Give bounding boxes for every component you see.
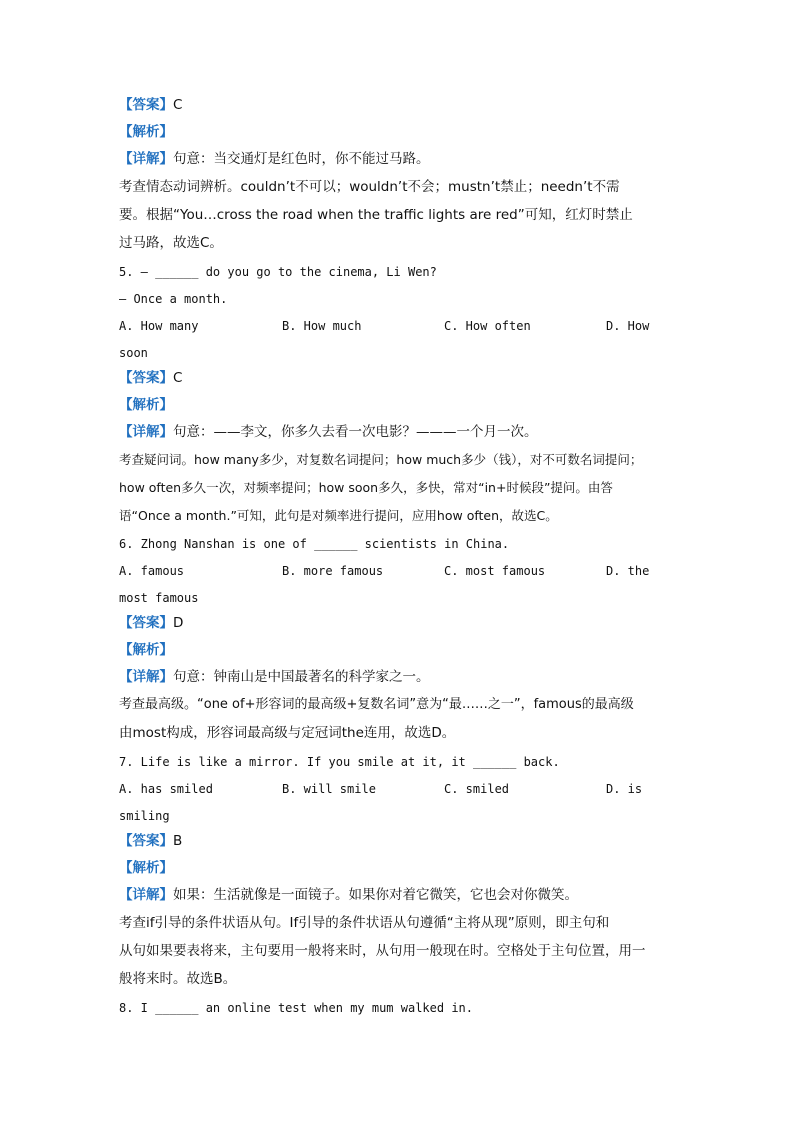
q5-option-c: C. How often bbox=[444, 319, 531, 333]
q5-analysis-line bbox=[119, 396, 173, 414]
q7-explanation-2: 从句如果要表将来，主句要用一般将来时，从句用一般现在时。空格处于主句位置，用一 bbox=[119, 943, 646, 959]
answer-value: C bbox=[173, 97, 183, 113]
answer-tag: 【答案】 bbox=[119, 615, 173, 631]
q6-option-d: D. the bbox=[606, 564, 650, 578]
q5-explanation-3: 语“Once a month.”可知，此句是对频率进行提问，应用how often，故选C。 bbox=[119, 508, 558, 523]
q6-explanation-1: 考查最高级。“one of+形容词的最高级+复数名词”意为“最……之一”，famous的最高级 bbox=[119, 697, 634, 712]
q6-option-c: C. most famous bbox=[444, 564, 546, 578]
q7-option-b: B. will smile bbox=[282, 782, 376, 796]
q7-detail-line bbox=[119, 886, 578, 904]
q4-answer-line bbox=[119, 96, 182, 114]
answer-value: D bbox=[173, 615, 184, 631]
detail-tag: 【详解】 bbox=[119, 887, 173, 903]
q7-answer-line bbox=[119, 832, 182, 850]
q5-stem-2: — Once a month. bbox=[119, 292, 228, 306]
q5-stem-1: 5. — ______ do you go to the cinema, Li Wen? bbox=[119, 265, 437, 279]
q4-explanation-2: 要。根据“You…cross the road when the traffic lights are red”可知，红灯时禁止 bbox=[119, 207, 633, 223]
q5-explanation-1: 考查疑问词。how many多少，对复数名词提问；how much多少（钱），对不可数名词提问； bbox=[119, 452, 643, 467]
q7-option-d-wrap: smiling bbox=[119, 809, 170, 823]
detail-text: 句意：当交通灯是红色时，你不能过马路。 bbox=[173, 151, 430, 167]
analysis-tag: 【解析】 bbox=[119, 642, 173, 658]
answer-tag: 【答案】 bbox=[119, 370, 173, 386]
q7-explanation-3: 般将来时。故选B。 bbox=[119, 971, 237, 987]
q7-explanation-1: 考查if引导的条件状语从句。If引导的条件状语从句遵循“主将从现”原则，即主句和 bbox=[119, 915, 610, 931]
answer-tag: 【答案】 bbox=[119, 97, 173, 113]
q5-explanation-2: how often多久一次，对频率提问；how soon多久，多快，常对“in+时候段”提问。由答 bbox=[119, 480, 613, 495]
answer-value: C bbox=[173, 370, 183, 386]
q5-option-b: B. How much bbox=[282, 319, 362, 333]
detail-text: 如果：生活就像是一面镜子。如果你对着它微笑，它也会对你微笑。 bbox=[173, 887, 578, 903]
q8-stem-1: 8. I ______ an online test when my mum walked in. bbox=[119, 1001, 474, 1015]
q5-detail-line bbox=[119, 423, 538, 441]
detail-tag: 【详解】 bbox=[119, 424, 173, 440]
detail-tag: 【详解】 bbox=[119, 669, 173, 685]
answer-value: B bbox=[173, 833, 183, 849]
detail-text: 句意：——李文，你多久去看一次电影？———一个月一次。 bbox=[173, 424, 538, 440]
q4-explanation-3: 过马路，故选C。 bbox=[119, 235, 223, 251]
q7-option-a: A. has smiled bbox=[119, 782, 213, 796]
analysis-tag: 【解析】 bbox=[119, 124, 173, 140]
q6-answer-line bbox=[119, 614, 183, 632]
q6-stem-1: 6. Zhong Nanshan is one of ______ scientists in China. bbox=[119, 537, 510, 551]
q6-option-a: A. famous bbox=[119, 564, 185, 578]
q5-option-a: A. How many bbox=[119, 319, 199, 333]
q6-analysis-line bbox=[119, 641, 173, 659]
q4-explanation-1: 考查情态动词辨析。couldn’t不可以；wouldn’t不会；mustn’t禁止；needn’t不需 bbox=[119, 179, 620, 195]
q7-option-d: D. is bbox=[606, 782, 643, 796]
q7-analysis-line bbox=[119, 859, 173, 877]
q6-explanation-2: 由most构成，形容词最高级与定冠词the连用，故选D。 bbox=[119, 725, 456, 741]
detail-text: 句意：钟南山是中国最著名的科学家之一。 bbox=[173, 669, 430, 685]
detail-tag: 【详解】 bbox=[119, 151, 173, 167]
q4-detail-line bbox=[119, 150, 430, 168]
q7-stem-1: 7. Life is like a mirror. If you smile at it, it ______ back. bbox=[119, 755, 560, 769]
q6-option-b: B. more famous bbox=[282, 564, 384, 578]
q6-option-d-wrap: most famous bbox=[119, 591, 199, 605]
answer-tag: 【答案】 bbox=[119, 833, 173, 849]
analysis-tag: 【解析】 bbox=[119, 860, 173, 876]
analysis-tag: 【解析】 bbox=[119, 397, 173, 413]
q5-answer-line bbox=[119, 369, 182, 387]
q5-option-d-wrap: soon bbox=[119, 346, 148, 360]
q6-detail-line bbox=[119, 668, 430, 686]
q7-option-c: C. smiled bbox=[444, 782, 510, 796]
q5-option-d: D. How bbox=[606, 319, 650, 333]
q4-analysis-line bbox=[119, 123, 173, 141]
